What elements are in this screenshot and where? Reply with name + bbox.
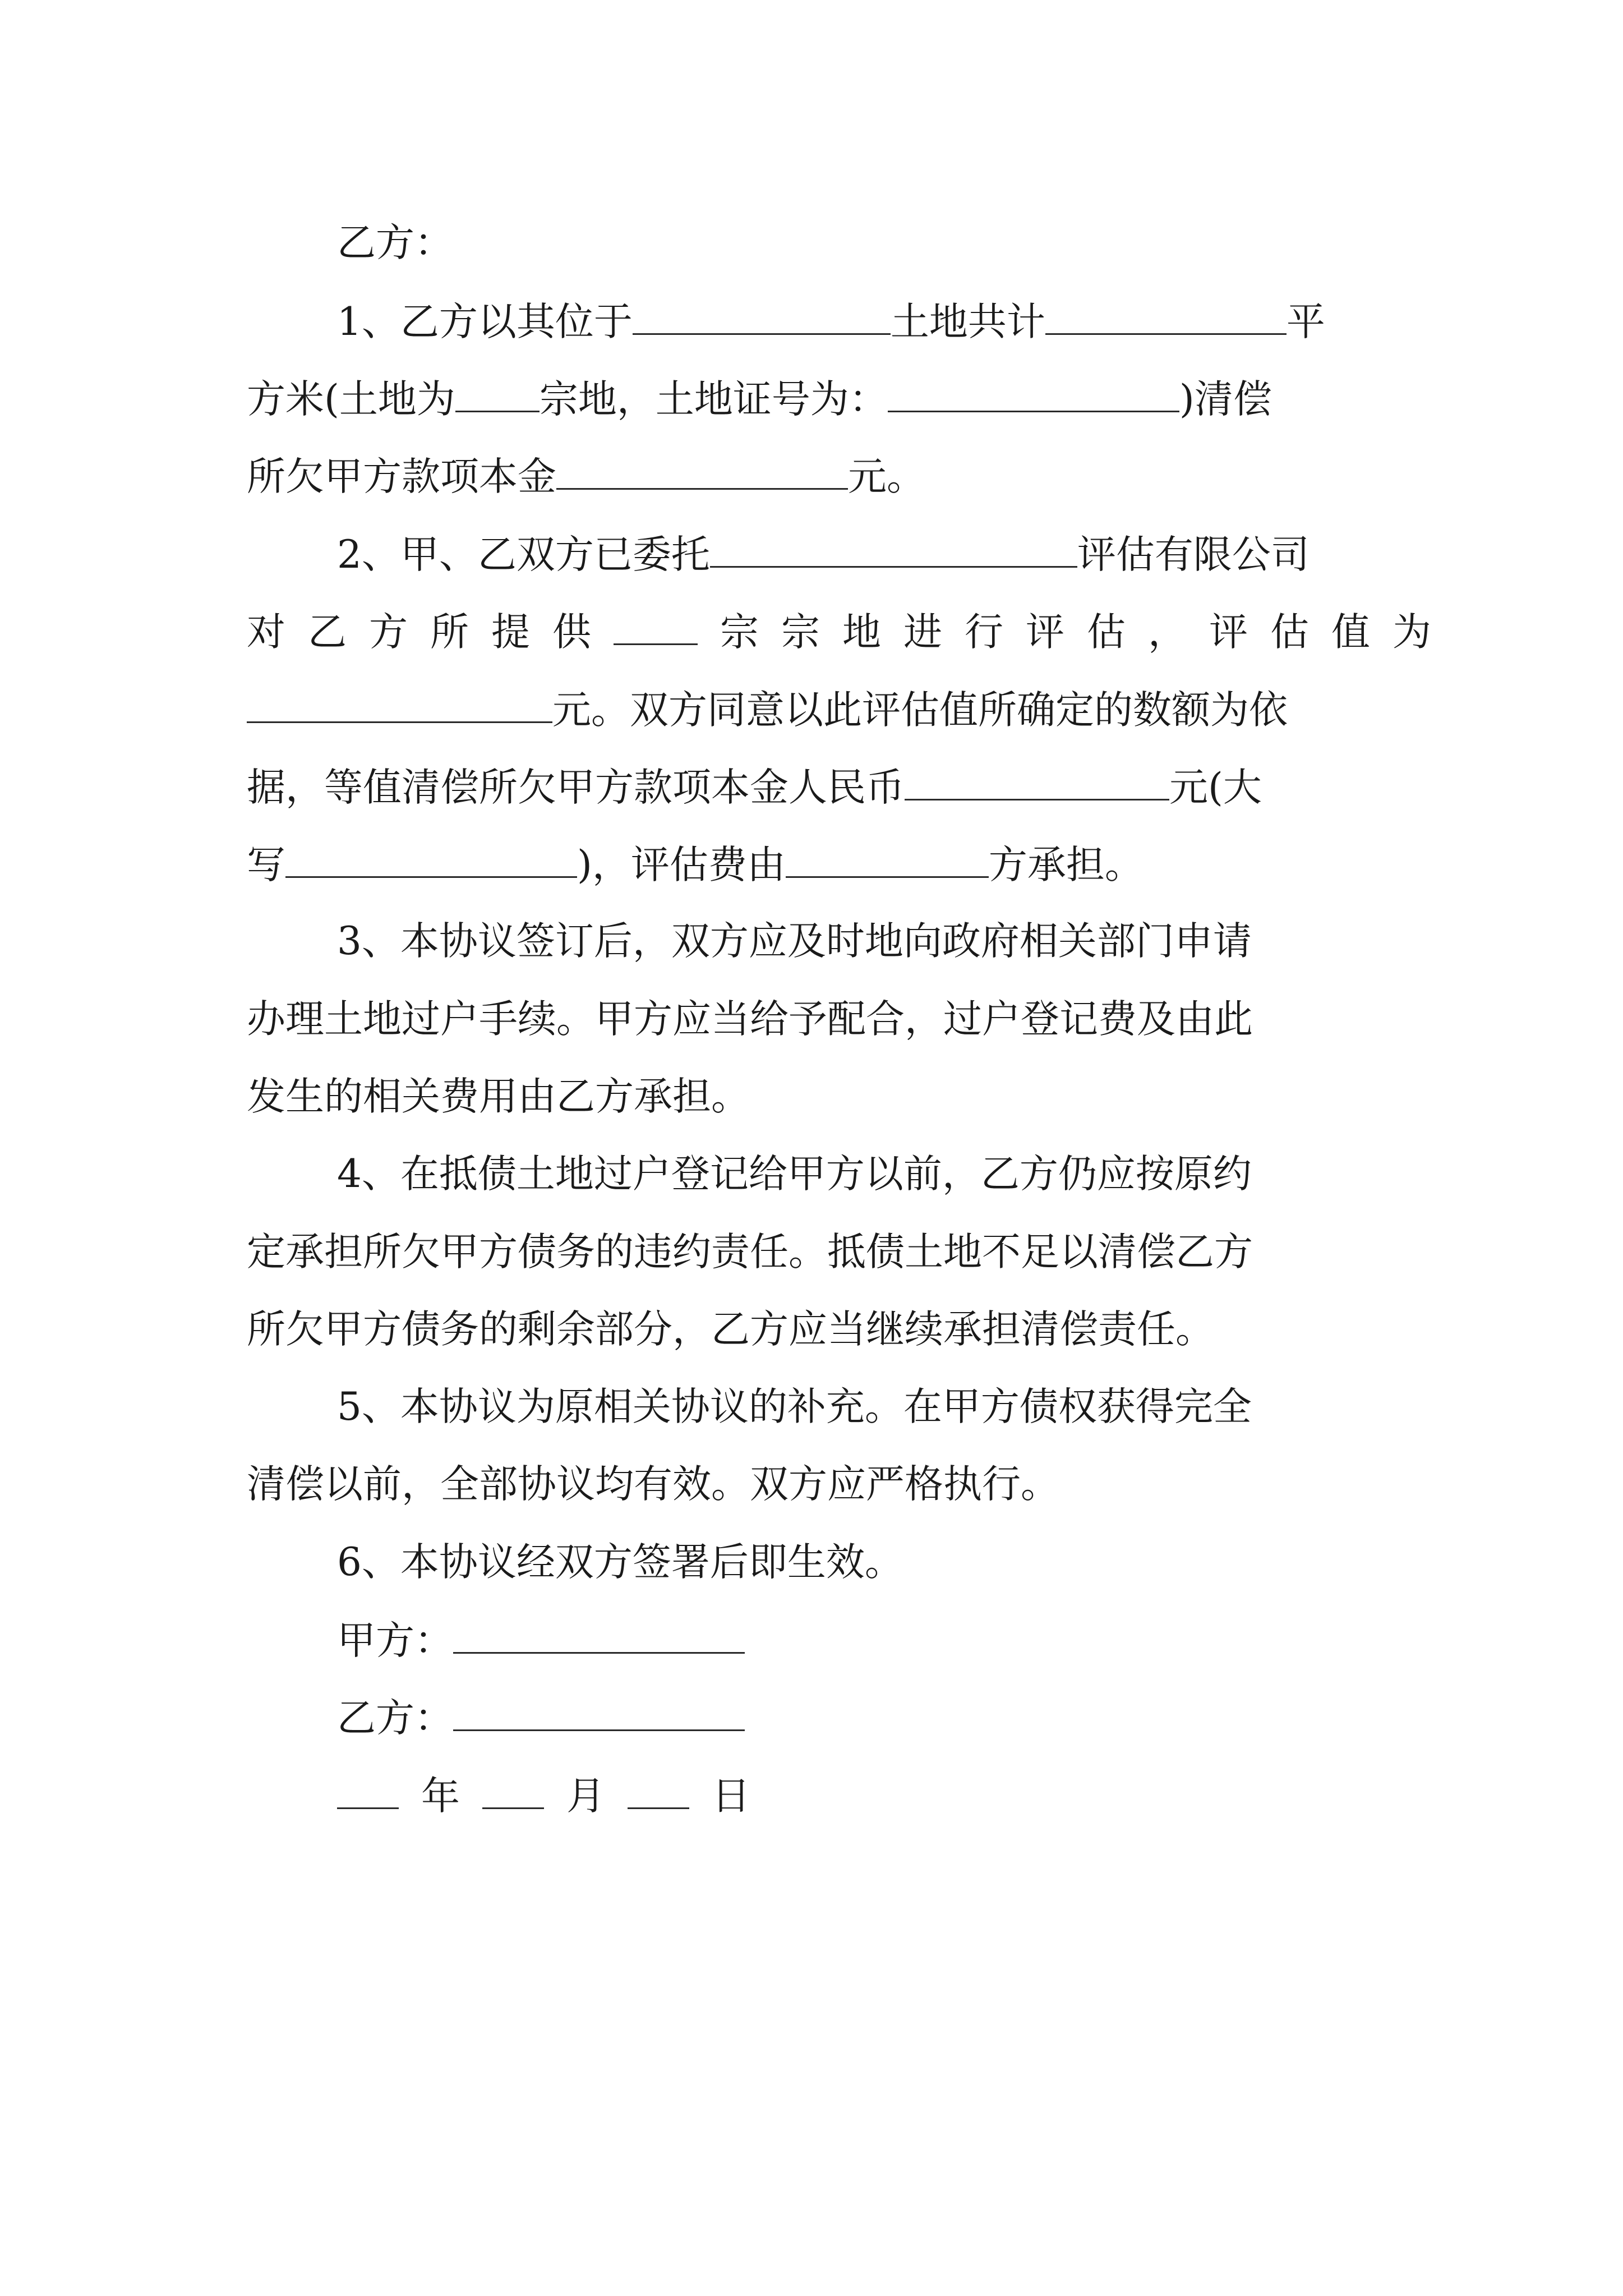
fee-bearer-blank <box>786 841 989 878</box>
clause-4-line-1: 4、在抵债土地过户登记给甲方以前，乙方仍应按原约 <box>337 1152 1252 1197</box>
clause-2-line-5: 写 )，评估费由 方承担。 <box>247 843 1144 887</box>
clause-2-line-3: 元。双方同意以此评估值所确定的数额为依 <box>247 687 1288 733</box>
clause-1-line-1: 1、乙方以其位于 土地共计 平 <box>337 300 1325 344</box>
clause-3-line-2: 办理土地过户手续。甲方应当给予配合，过户登记费及由此 <box>247 997 1253 1042</box>
party-a-signature-line: 甲方： <box>337 1617 745 1663</box>
clause-3-line-1: 3、本协议签订后，双方应及时地向政府相关部门申请 <box>337 919 1252 964</box>
clause-4-line-3: 所欠甲方债务的剩余部分，乙方应当继续承担清偿责任。 <box>247 1307 1214 1352</box>
party-a-signature-blank <box>453 1617 745 1654</box>
appraisal-company-blank <box>710 531 1077 568</box>
clause-2-line-4: 据，等值清偿所欠甲方款项本金人民币 元(大 <box>247 765 1262 810</box>
appraised-value-blank <box>247 687 552 723</box>
parcel-count-blank <box>455 376 540 412</box>
rmb-amount-blank <box>905 764 1169 800</box>
principal-amount-blank <box>556 453 848 490</box>
clause-4-line-2: 定承担所欠甲方债务的违约责任。抵债土地不足以清偿乙方 <box>247 1230 1253 1274</box>
clause-5-line-1: 5、本协议为原相关协议的补充。在甲方债权获得完全 <box>337 1384 1252 1429</box>
amount-in-words-blank <box>285 841 577 878</box>
party-b-signature-line: 乙方： <box>337 1695 745 1741</box>
clause-6-line-1: 6、本协议经双方签署后即生效。 <box>337 1540 903 1585</box>
parcel-count-blank-2 <box>614 609 698 645</box>
land-location-blank <box>633 298 891 335</box>
clause-2-line-2: 对乙方所提供 宗宗地进行评估，评估值为 <box>247 610 1454 655</box>
land-certificate-blank <box>888 376 1179 412</box>
clause-3-line-3: 发生的相关费用由乙方承担。 <box>247 1074 750 1119</box>
clause-1-line-2: 方米(土地为 宗地，土地证号为： )清偿 <box>247 377 1272 422</box>
clause-2-line-1: 2、甲、乙双方已委托 评估有限公司 <box>337 532 1310 577</box>
clause-1-line-3: 所欠甲方款项本金 元。 <box>247 454 925 499</box>
land-area-blank <box>1045 298 1287 335</box>
year-blank <box>337 1773 399 1809</box>
clause-5-line-2: 清偿以前，全部协议均有效。双方应严格执行。 <box>247 1462 1059 1507</box>
party-b-heading: 乙方： <box>337 220 453 265</box>
signing-date-line: 年 月 日 <box>337 1773 750 1819</box>
party-b-signature-blank <box>453 1695 745 1731</box>
month-blank <box>482 1773 544 1809</box>
day-blank <box>628 1773 689 1809</box>
